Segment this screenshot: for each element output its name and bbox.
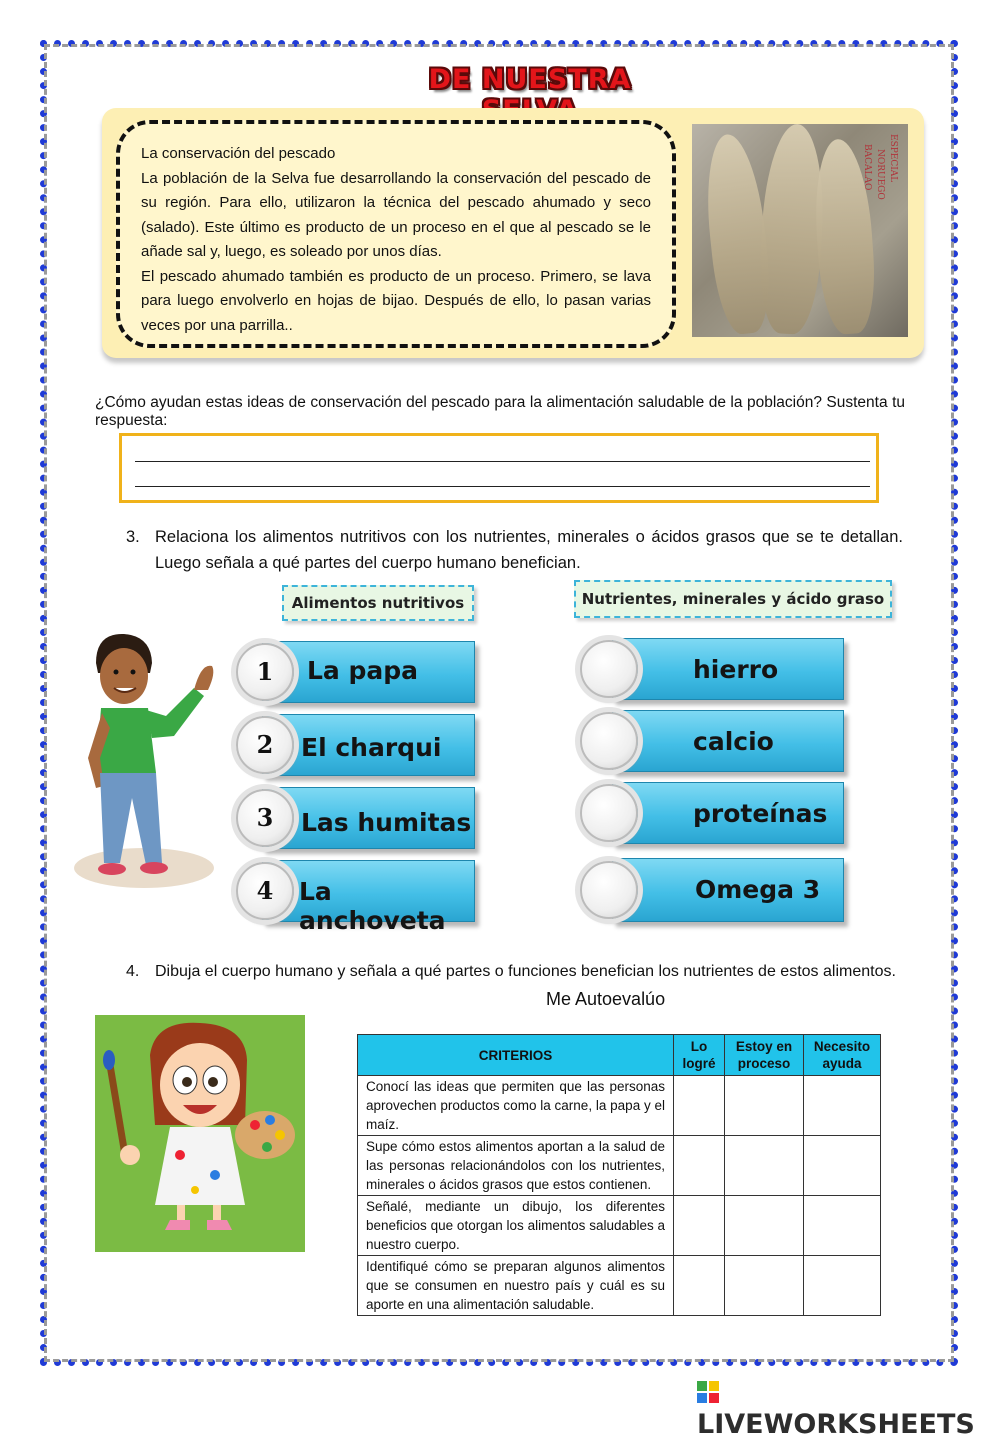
check-cell[interactable]	[725, 1076, 804, 1136]
check-cell[interactable]	[674, 1256, 725, 1316]
table-row	[358, 1256, 881, 1316]
check-cell[interactable]	[674, 1136, 725, 1196]
shoe	[98, 863, 126, 875]
reading-text	[141, 142, 651, 338]
hand	[120, 1145, 140, 1165]
girl-painter-illustration	[95, 1015, 305, 1252]
nutrient-pill-1[interactable]	[612, 638, 844, 700]
check-cell[interactable]	[804, 1256, 881, 1316]
nutrient-answer-circle-3[interactable]	[580, 784, 638, 842]
header-estoy-en-proceso: Estoy en proceso	[725, 1035, 804, 1076]
food-label: La papa	[307, 656, 419, 685]
table-row	[358, 1196, 881, 1256]
question-3-text: Relaciona los alimentos nutritivos con los nutrientes, minerales o ácidos grasos que se te detallan. Luego señala a qué partes del cuerpo humano benefician.	[155, 528, 903, 572]
nutrient-pill-2[interactable]	[612, 710, 844, 772]
brush-tip	[103, 1050, 115, 1070]
food-label: Las humitas	[301, 808, 472, 837]
nutrient-label: calcio	[693, 727, 774, 756]
page-title: DE NUESTRA	[428, 64, 632, 95]
liveworksheets-icon	[697, 1381, 721, 1405]
eye	[131, 670, 136, 675]
criterion-text: Identifiqué cómo se preparan algunos alimentos que se consumen en nuestro país y cuál es su aporte en una alimentación saludable.	[358, 1256, 674, 1316]
nutrient-label: Omega 3	[695, 875, 821, 904]
boy-illustration	[66, 628, 226, 893]
nutrient-label: hierro	[693, 655, 779, 684]
self-evaluation-table	[357, 1034, 881, 1316]
criterion-text: Supe cómo estos alimentos aportan a la salud de las personas relacionándolos con los nutrientes, minerales o ácidos grasos que estos contienen.	[358, 1136, 674, 1196]
nutrient-pill-3[interactable]	[612, 782, 844, 844]
photo-label-1: BACALAO	[862, 144, 872, 191]
answer-box[interactable]	[119, 433, 879, 503]
check-cell[interactable]	[674, 1076, 725, 1136]
girl-painter-image	[95, 1015, 305, 1252]
check-cell[interactable]	[674, 1196, 725, 1256]
food-number-2: 2	[236, 716, 294, 774]
paintbrush	[110, 1065, 125, 1155]
face	[160, 1043, 240, 1127]
pupil	[208, 1077, 218, 1087]
food-number-4: 4	[236, 862, 294, 920]
face	[100, 648, 148, 704]
paint-spot	[191, 1186, 199, 1194]
reading-paragraph-1: La población de la Selva fue desarrollando la conservación del pescado de su región. Para ello, utilizaron la técnica del pescado ahumado y seco (salado). Este último es producto de un proceso en el que al pescado se le añade sal y, luego, es soleado por unos días.	[141, 169, 651, 260]
food-number-1: 1	[236, 643, 294, 701]
reading-heading: La conservación del pescado	[141, 145, 336, 162]
palette-paint	[262, 1142, 272, 1152]
photo-label-2: NORUEGO	[875, 149, 885, 200]
nutrient-answer-circle-2[interactable]	[580, 712, 638, 770]
header-criterios: CRITERIOS	[358, 1035, 674, 1076]
pupil	[182, 1077, 192, 1087]
table-row	[358, 1136, 881, 1196]
check-cell[interactable]	[804, 1196, 881, 1256]
table-header-row	[358, 1035, 881, 1076]
paint-spot	[210, 1170, 220, 1180]
photo-label-3: ESPECIAL	[888, 134, 898, 183]
food-number-3: 3	[236, 789, 294, 847]
dried-fish-photo	[692, 124, 908, 337]
nutrients-column-title: Nutrientes, minerales y ácido graso	[574, 580, 892, 618]
criterion-text: Señalé, mediante un dibujo, los diferentes beneficios que otorgan los alimentos saludables a nuestro cuerpo.	[358, 1196, 674, 1256]
palette	[235, 1111, 295, 1159]
question-3-number: 3.	[126, 528, 140, 546]
criterion-text: Conocí las ideas que permiten que las personas aprovechen productos como la carne, la papa y el maíz.	[358, 1076, 674, 1136]
answer-line[interactable]	[135, 486, 870, 487]
food-label: El charqui	[301, 733, 442, 762]
header-lo-logre: Lo logré	[674, 1035, 725, 1076]
check-cell[interactable]	[725, 1136, 804, 1196]
check-cell[interactable]	[804, 1076, 881, 1136]
reading-paragraph-2: El pescado ahumado también es producto de un proceso. Primero, se lava para luego envolverlo en hojas de bijao. Después de ello, lo pasan varias veces por una parrilla..	[141, 267, 651, 334]
palette-paint	[250, 1120, 260, 1130]
foods-column-title: Alimentos nutritivos	[282, 585, 474, 621]
nutrient-label: proteínas	[693, 799, 828, 828]
smock	[155, 1127, 245, 1205]
answer-line[interactable]	[135, 461, 870, 462]
shoe	[207, 1220, 232, 1230]
logo-text: LIVEWORKSHEETS	[697, 1409, 975, 1440]
nutrient-answer-circle-4[interactable]	[580, 861, 638, 919]
palette-paint	[265, 1115, 275, 1125]
check-cell[interactable]	[725, 1196, 804, 1256]
liveworksheets-logo[interactable]	[697, 1378, 1000, 1440]
check-cell[interactable]	[804, 1136, 881, 1196]
leg	[177, 1205, 185, 1220]
nutrient-answer-circle-1[interactable]	[580, 640, 638, 698]
palette-paint	[275, 1130, 285, 1140]
question-4-number: 4.	[126, 963, 140, 980]
eye	[114, 670, 119, 675]
self-evaluation-title: Me Autoevalúo	[546, 989, 666, 1009]
food-label: La anchoveta	[299, 877, 446, 935]
header-necesito-ayuda: Necesito ayuda	[804, 1035, 881, 1076]
question-4-text: Dibuja el cuerpo humano y señala a qué partes o funciones benefician los nutrientes de estos alimentos.	[155, 963, 896, 980]
check-cell[interactable]	[725, 1256, 804, 1316]
table-row	[358, 1076, 881, 1136]
shoe	[140, 862, 168, 874]
question-text: ¿Cómo ayudan estas ideas de conservación del pescado para la alimentación saludable de la población? Sustenta tu respuesta:	[95, 394, 905, 429]
shoe	[165, 1220, 190, 1230]
nutrient-pill-4[interactable]	[612, 858, 844, 922]
leg	[213, 1205, 221, 1220]
waving-hand	[194, 666, 213, 690]
paint-spot	[175, 1150, 185, 1160]
shirt-sleeve	[146, 688, 204, 738]
